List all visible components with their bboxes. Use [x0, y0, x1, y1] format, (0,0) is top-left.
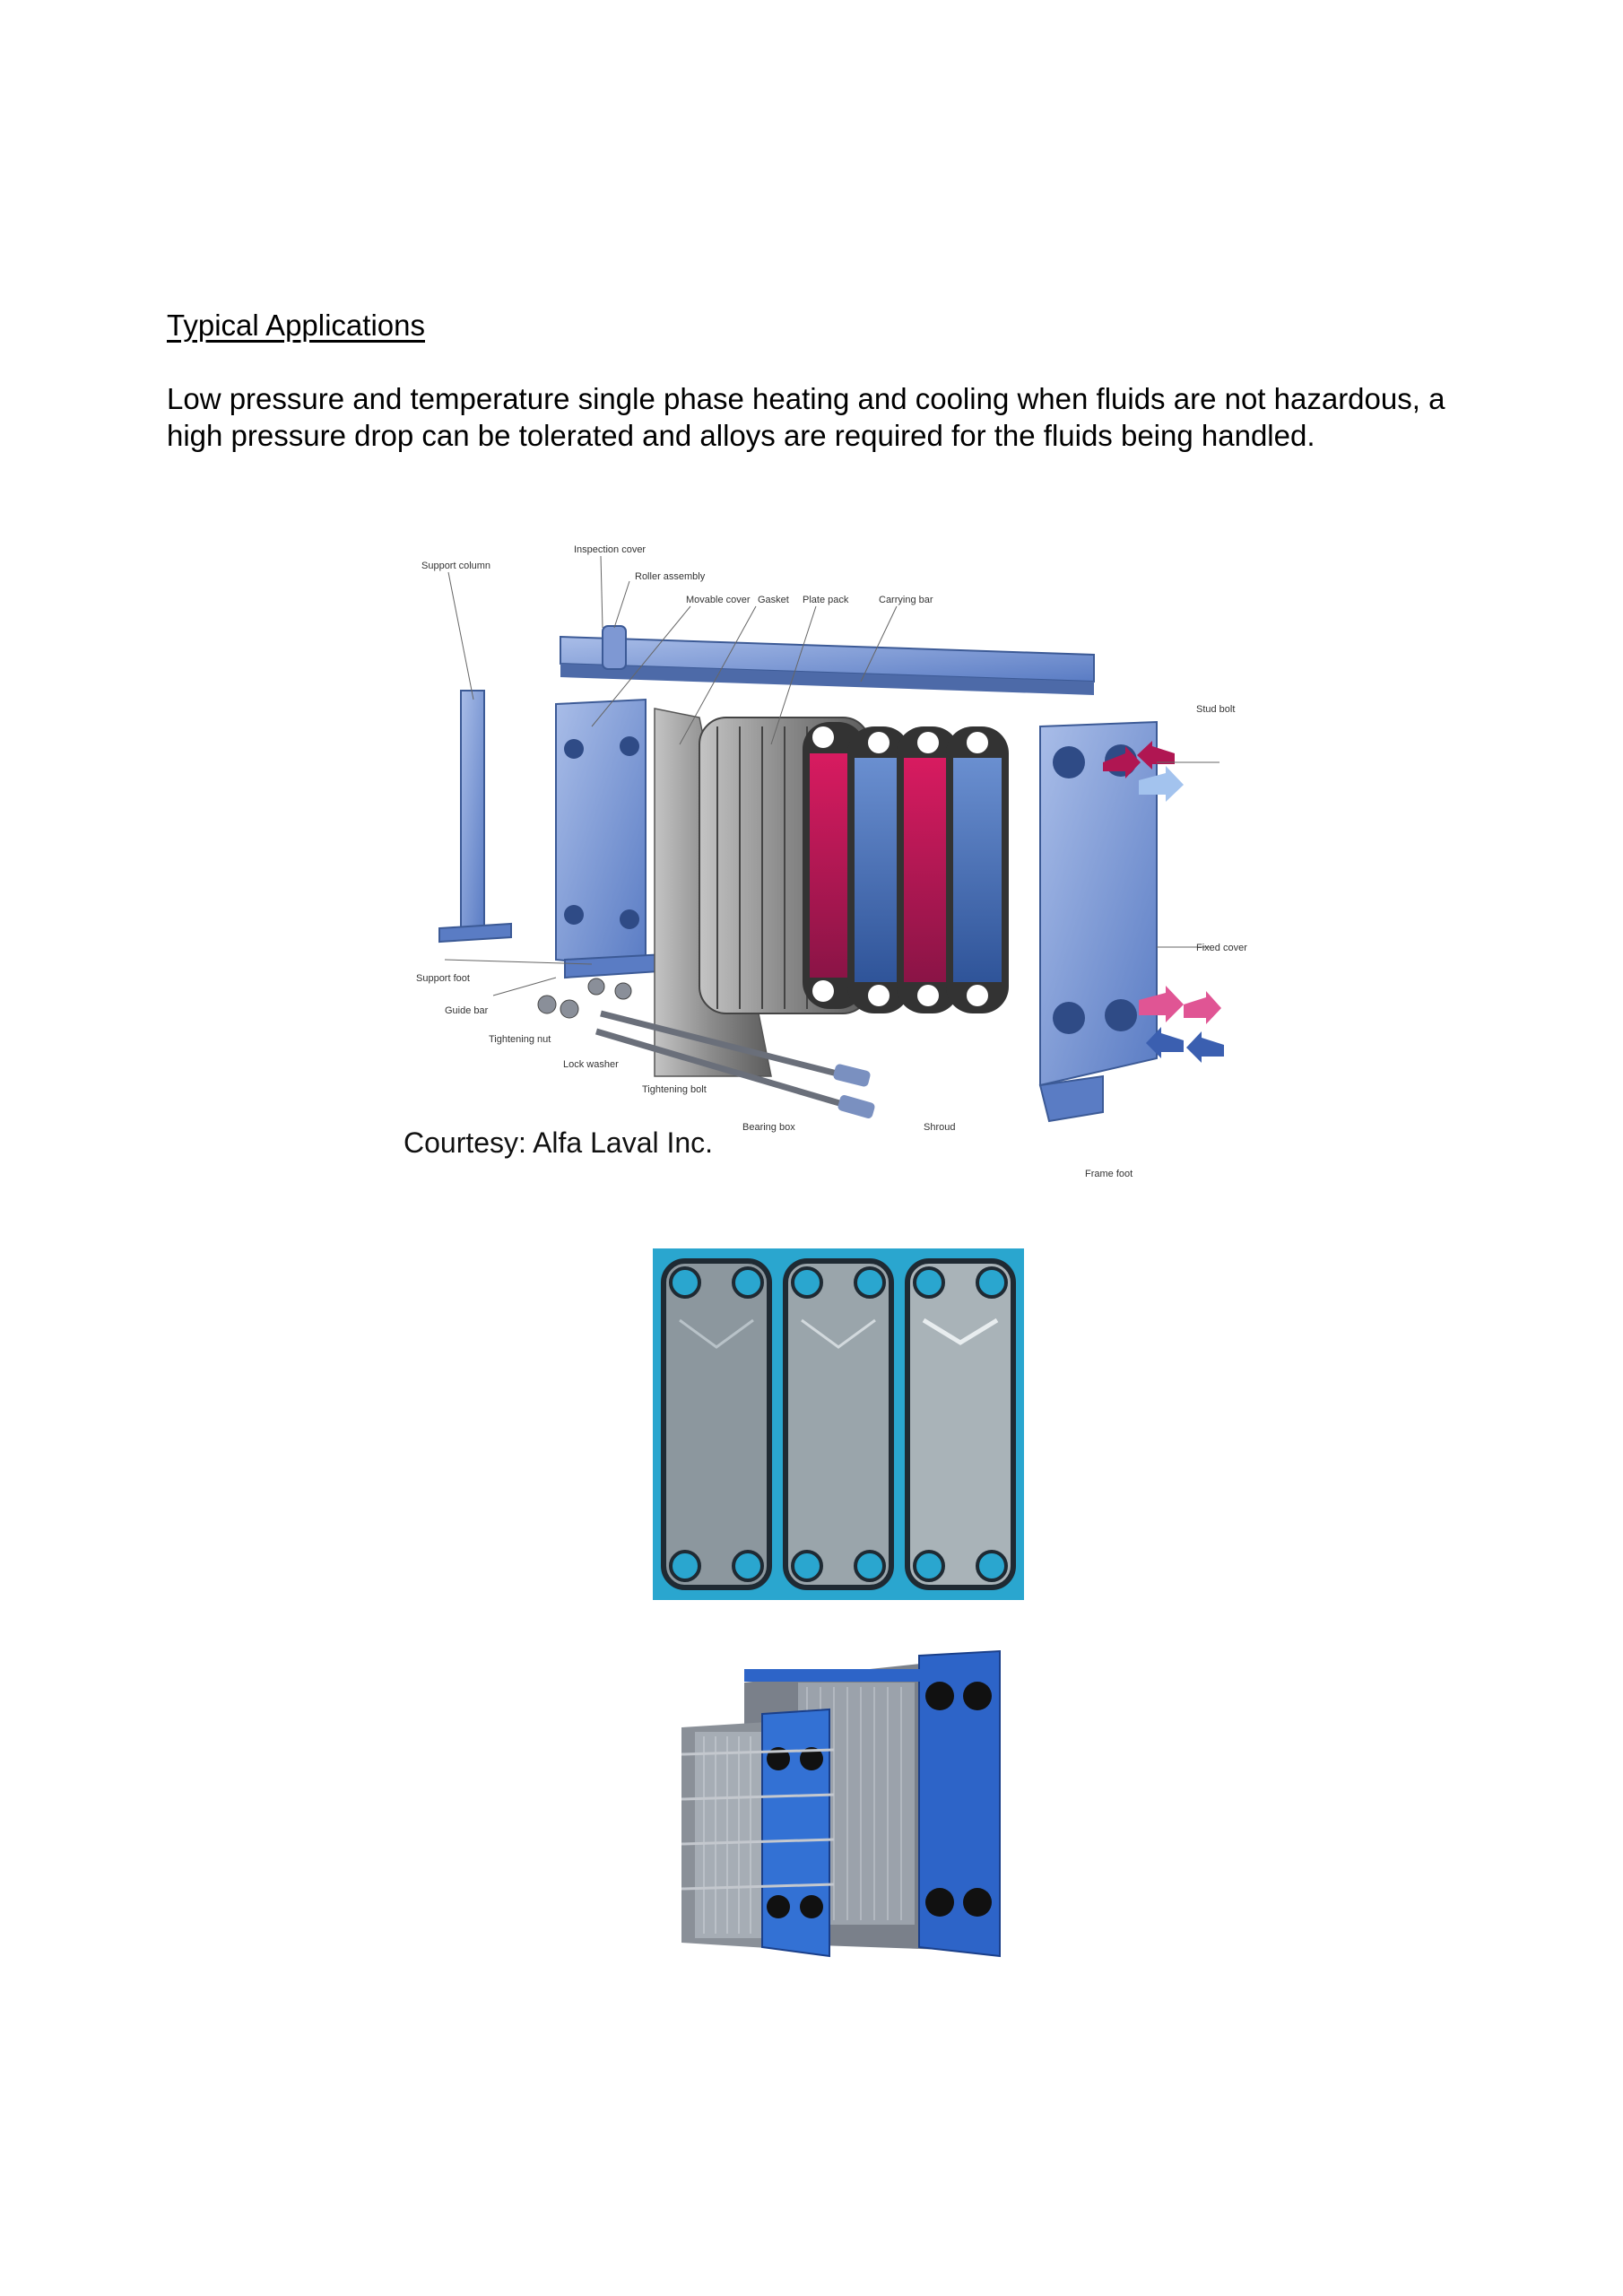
label-lock-washer: Lock washer	[563, 1059, 619, 1070]
section-heading: Typical Applications	[167, 309, 425, 342]
assembled-units-photo	[664, 1647, 1015, 1979]
label-carrying-bar: Carrying bar	[879, 595, 933, 605]
cool-plate-2	[946, 726, 1009, 1013]
small-unit	[681, 1709, 834, 1956]
label-gasket: Gasket	[758, 595, 789, 605]
label-roller-assembly: Roller assembly	[635, 571, 706, 582]
label-bearing-box: Bearing box	[742, 1122, 795, 1133]
carrying-bar-shape	[560, 637, 1094, 695]
label-guide-bar: Guide bar	[445, 1005, 489, 1016]
courtesy-caption: Courtesy: Alfa Laval Inc.	[404, 1126, 714, 1159]
label-plate-pack: Plate pack	[803, 595, 849, 605]
label-tightening-nut: Tightening nut	[489, 1034, 551, 1045]
label-tightening-bolt: Tightening bolt	[642, 1084, 707, 1095]
plate-middle	[785, 1261, 891, 1587]
label-support-foot: Support foot	[416, 973, 470, 984]
roller-assembly-shape	[603, 626, 626, 669]
plate-right	[907, 1261, 1013, 1587]
plate-left	[664, 1261, 769, 1587]
label-stud-bolt: Stud bolt	[1196, 704, 1236, 715]
exploded-heat-exchanger-figure	[395, 538, 1291, 1193]
label-fixed-cover: Fixed cover	[1196, 943, 1247, 953]
applications-paragraph: Low pressure and temperature single phase heating and cooling when fluids are not hazardous, a high pressure drop can be tolerated and alloys are required for the fluids being handled.	[167, 382, 1445, 452]
gasketed-plates-photo	[653, 1248, 1024, 1600]
label-support-column: Support column	[421, 561, 491, 571]
label-inspection-cover: Inspection cover	[574, 544, 647, 555]
support-column-shape	[439, 691, 511, 942]
nuts-washers-shape	[538, 978, 631, 1018]
label-frame-foot: Frame foot	[1085, 1169, 1133, 1179]
label-shroud: Shroud	[924, 1122, 956, 1133]
label-movable-cover: Movable cover	[686, 595, 751, 605]
